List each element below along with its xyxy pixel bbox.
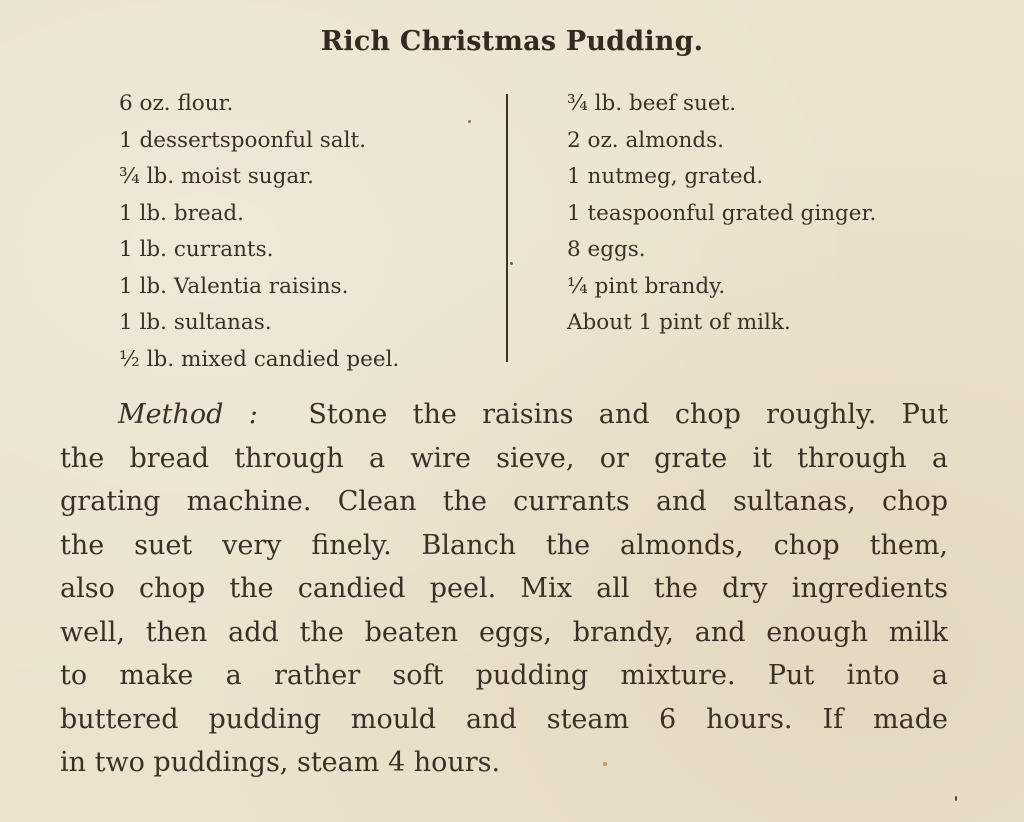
method-label: Method : (118, 399, 258, 430)
method-line: in two puddings, steam 4 hours. (60, 747, 501, 778)
paper-speck (955, 796, 957, 801)
method-line: the suet very finely. Blanch the almonds, chop them, (60, 529, 948, 561)
paper-speck (603, 762, 607, 766)
method-line: to make a rather soft pudding mixture. Put into a (60, 660, 948, 691)
ingredient-item: ½ lb. mixed candied peel. (119, 346, 400, 372)
method-line: the bread through a wire sieve, or grate it through a (60, 442, 948, 474)
ingredient-item: About 1 pint of milk. (567, 310, 791, 335)
ingredient-item: 2 oz. almonds. (567, 127, 724, 153)
method-line: buttered pudding mould and steam 6 hours. If made (60, 703, 948, 735)
ingredient-item: ¾ lb. moist sugar. (119, 164, 314, 189)
method-line (118, 393, 948, 437)
method-text: Stone the raisins and chop roughly. Put (308, 399, 948, 430)
ingredient-item: 1 dessertspoonful salt. (119, 127, 366, 153)
ingredient-item: 1 nutmeg, grated. (567, 164, 764, 189)
paper-speck (510, 262, 513, 265)
method-line: also chop the candied peel. Mix all the dry ingredients (60, 573, 948, 604)
method-line: grating machine. Clean the currants and sultanas, chop (60, 486, 948, 517)
ingredients-left-column (119, 86, 399, 378)
ingredient-item: ¼ pint brandy. (567, 273, 726, 299)
ingredient-item: 1 lb. Valentia raisins. (119, 273, 349, 299)
paper-speck (468, 120, 471, 123)
column-divider (506, 94, 508, 362)
ingredient-item: 8 eggs. (567, 237, 646, 262)
ingredients-right-column (567, 86, 876, 342)
ingredient-item: ¾ lb. beef suet. (567, 91, 737, 116)
ingredient-item: 1 teaspoonful grated ginger. (567, 200, 877, 226)
ingredient-item: 1 lb. currants. (119, 237, 274, 262)
ingredient-item: 1 lb. sultanas. (119, 310, 272, 335)
ingredient-item: 6 oz. flour. (119, 91, 234, 116)
ingredient-item: 1 lb. bread. (119, 200, 245, 226)
recipe-title: Rich Christmas Pudding. (320, 26, 704, 57)
method-line: well, then add the beaten eggs, brandy, and enough milk (60, 616, 948, 648)
